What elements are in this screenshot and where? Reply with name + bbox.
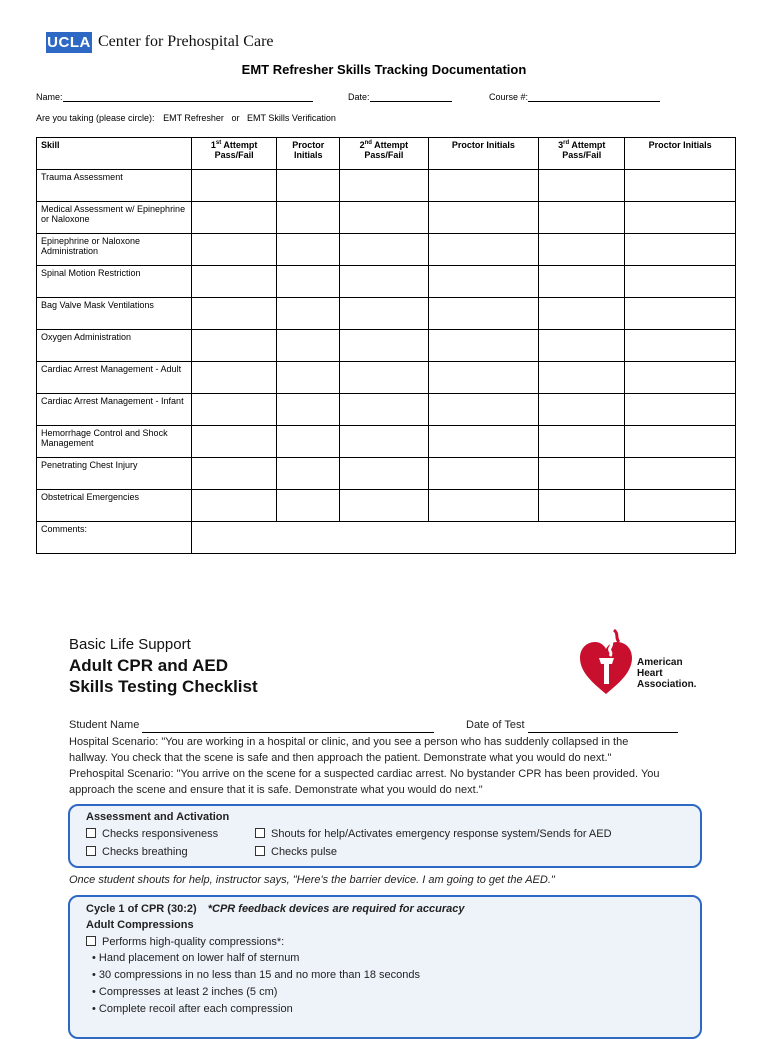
student-name-field[interactable] <box>69 717 434 733</box>
comments-row <box>37 522 736 554</box>
list-item: • Complete recoil after each compression <box>92 1003 293 1015</box>
ucla-logo: UCLA <box>47 34 91 51</box>
attempt-cell[interactable] <box>539 234 625 266</box>
list-item: • Hand placement on lower half of sternum <box>92 952 300 964</box>
skill-name: Oxygen Administration <box>37 330 192 362</box>
attempt-cell[interactable] <box>192 490 277 522</box>
date-of-test-field[interactable] <box>466 717 678 733</box>
date-of-test-label: Date of Test <box>466 719 525 731</box>
check-breathing-label: Checks breathing <box>102 846 188 858</box>
student-name-label: Student Name <box>69 719 140 731</box>
skill-name: Cardiac Arrest Management - Infant <box>37 394 192 426</box>
check-responsiveness-label: Checks responsiveness <box>102 828 219 840</box>
proctor-initials-cell[interactable] <box>428 458 539 490</box>
proctor-initials-cell[interactable] <box>277 394 340 426</box>
proctor-initials-cell[interactable] <box>625 170 736 202</box>
header-proctor-initials-3: Proctor Initials <box>625 138 736 170</box>
aha-logo-line1: American <box>637 657 683 668</box>
table-row <box>37 170 736 202</box>
header-proctor-initials-2: Proctor Initials <box>428 138 539 170</box>
attempt-cell[interactable] <box>192 362 277 394</box>
date-label: Date: <box>348 92 370 102</box>
check-pulse[interactable] <box>255 846 337 858</box>
option-emt-skills-verification[interactable]: EMT Skills Verification <box>246 113 336 123</box>
table-row <box>37 394 736 426</box>
attempt-cell[interactable] <box>192 330 277 362</box>
skill-name: Cardiac Arrest Management - Adult <box>37 362 192 394</box>
check-shouts-for-help[interactable] <box>255 828 612 840</box>
aha-logo-line2: Heart <box>637 668 663 679</box>
instructor-note: Once student shouts for help, instructor says, "Here's the barrier device. I am going to get the AED." <box>69 874 555 886</box>
date-line <box>370 92 452 102</box>
header-skill: Skill <box>37 138 192 170</box>
check-shouts-for-help-label: Shouts for help/Activates emergency response system/Sends for AED <box>271 828 612 840</box>
skill-name: Medical Assessment w/ Epinephrine or Naloxone <box>37 202 192 234</box>
name-field[interactable] <box>36 92 313 102</box>
attempt-cell[interactable] <box>340 202 428 234</box>
scenario-text <box>69 734 729 798</box>
cycle-heading-row <box>86 903 465 915</box>
proctor-initials-cell[interactable] <box>625 490 736 522</box>
table-row <box>37 458 736 490</box>
assessment-box <box>68 804 702 868</box>
checkbox-icon[interactable] <box>86 828 96 838</box>
check-pulse-label: Checks pulse <box>271 846 338 858</box>
attempt-cell[interactable] <box>192 458 277 490</box>
skill-name: Penetrating Chest Injury <box>37 458 192 490</box>
student-name-line <box>142 721 434 733</box>
date-of-test-line <box>528 721 678 733</box>
proctor-initials-cell[interactable] <box>625 298 736 330</box>
list-item: • Compresses at least 2 inches (5 cm) <box>92 986 278 998</box>
proctor-initials-cell[interactable] <box>625 202 736 234</box>
skill-name: Hemorrhage Control and Shock Management <box>37 426 192 458</box>
proctor-initials-cell[interactable] <box>625 266 736 298</box>
name-label: Name: <box>36 92 63 102</box>
bullet-text: Complete recoil after each compression <box>98 1003 293 1015</box>
proctor-initials-cell[interactable] <box>428 490 539 522</box>
compressions-subheading: Adult Compressions <box>86 919 194 931</box>
attempt-cell[interactable] <box>539 362 625 394</box>
proctor-initials-cell[interactable] <box>277 298 340 330</box>
proctor-initials-cell[interactable] <box>625 234 736 266</box>
proctor-initials-cell[interactable] <box>428 170 539 202</box>
bls-subtitle: Basic Life Support <box>69 636 191 653</box>
table-row <box>37 266 736 298</box>
attempt-cell[interactable] <box>340 458 428 490</box>
proctor-initials-cell[interactable] <box>625 426 736 458</box>
cycle-box <box>68 895 702 1039</box>
course-type-prompt <box>36 113 336 123</box>
proctor-initials-cell[interactable] <box>428 362 539 394</box>
proctor-initials-cell[interactable] <box>277 330 340 362</box>
checklist-title <box>69 655 258 697</box>
skills-table <box>36 137 736 554</box>
proctor-initials-cell[interactable] <box>625 458 736 490</box>
proctor-initials-cell[interactable] <box>428 330 539 362</box>
table-header-row <box>37 138 736 170</box>
attempt-cell[interactable] <box>340 330 428 362</box>
proctor-initials-cell[interactable] <box>277 490 340 522</box>
proctor-initials-cell[interactable] <box>428 234 539 266</box>
comments-field[interactable] <box>192 522 736 554</box>
attempt-cell[interactable] <box>340 490 428 522</box>
attempt-cell[interactable] <box>340 362 428 394</box>
check-responsiveness[interactable] <box>86 828 218 840</box>
proctor-initials-cell[interactable] <box>277 458 340 490</box>
cycle-heading: Cycle 1 of CPR (30:2) <box>86 903 197 915</box>
proctor-initials-cell[interactable] <box>277 266 340 298</box>
table-row <box>37 202 736 234</box>
skill-name: Obstetrical Emergencies <box>37 490 192 522</box>
proctor-initials-cell[interactable] <box>428 266 539 298</box>
skill-name: Bag Valve Mask Ventilations <box>37 298 192 330</box>
proctor-initials-cell[interactable] <box>428 426 539 458</box>
option-emt-refresher[interactable]: EMT Refresher <box>163 113 224 123</box>
table-row <box>37 362 736 394</box>
header-2nd-attempt: 2nd Attempt Pass/Fail <box>340 138 428 170</box>
date-field[interactable] <box>348 92 452 102</box>
checkbox-icon[interactable] <box>255 846 265 856</box>
attempt-cell[interactable] <box>340 170 428 202</box>
course-line <box>528 92 660 102</box>
table-row <box>37 426 736 458</box>
bullet-text: 30 compressions in no less than 15 and no more than 18 seconds <box>98 969 420 981</box>
bullet-text: Hand placement on lower half of sternum <box>98 952 300 964</box>
hospital-scenario-line1: Hospital Scenario: "You are working in a hospital or clinic, and you see a person who has suddenly collapsed in the <box>69 736 629 748</box>
proctor-initials-cell[interactable] <box>277 362 340 394</box>
attempt-cell[interactable] <box>539 202 625 234</box>
high-quality-compressions-label: Performs high-quality compressions*: <box>102 936 285 948</box>
attempt-cell[interactable] <box>539 170 625 202</box>
prehospital-scenario-line1: Prehospital Scenario: "You arrive on the scene for a suspected cardiac arrest. No bystander CPR has been provided. You <box>69 768 660 780</box>
skill-name: Spinal Motion Restriction <box>37 266 192 298</box>
skill-name: Epinephrine or Naloxone Administration <box>37 234 192 266</box>
document-title: EMT Refresher Skills Tracking Documentation <box>241 62 527 77</box>
assessment-heading: Assessment and Activation <box>86 811 230 823</box>
check-high-quality-compressions[interactable] <box>86 936 284 948</box>
table-row <box>37 490 736 522</box>
proctor-initials-cell[interactable] <box>428 202 539 234</box>
attempt-cell[interactable] <box>539 266 625 298</box>
aha-heart-torch-icon <box>577 628 635 696</box>
attempt-cell[interactable] <box>539 490 625 522</box>
bullet-text: Compresses at least 2 inches (5 cm) <box>98 986 278 998</box>
table-row <box>37 330 736 362</box>
attempt-cell[interactable] <box>192 426 277 458</box>
table-row <box>37 234 736 266</box>
name-line <box>63 92 313 102</box>
circle-prompt: Are you taking (please circle): <box>36 113 155 123</box>
header-3rd-attempt: 3rd Attempt Pass/Fail <box>539 138 625 170</box>
header-1st-attempt: 1st Attempt Pass/Fail <box>192 138 277 170</box>
skill-name: Trauma Assessment <box>37 170 192 202</box>
checkbox-icon[interactable] <box>255 828 265 838</box>
attempt-cell[interactable] <box>340 234 428 266</box>
attempt-cell[interactable] <box>340 266 428 298</box>
attempt-cell[interactable] <box>340 394 428 426</box>
aha-logo-text <box>637 657 696 690</box>
attempt-cell[interactable] <box>192 394 277 426</box>
attempt-cell[interactable] <box>340 298 428 330</box>
attempt-cell[interactable] <box>192 266 277 298</box>
cycle-note: *CPR feedback devices are required for accuracy <box>207 903 465 915</box>
comments-label: Comments: <box>37 522 192 554</box>
proctor-initials-cell[interactable] <box>625 330 736 362</box>
proctor-initials-cell[interactable] <box>277 426 340 458</box>
checkbox-icon[interactable] <box>86 846 96 856</box>
attempt-cell[interactable] <box>192 202 277 234</box>
checkbox-icon[interactable] <box>86 936 96 946</box>
attempt-cell[interactable] <box>192 298 277 330</box>
prehospital-scenario-line2: approach the scene and ensure that it is safe. Demonstrate what you would do next." <box>69 784 483 796</box>
proctor-initials-cell[interactable] <box>277 202 340 234</box>
org-name: Center for Prehospital Care <box>98 33 274 50</box>
attempt-cell[interactable] <box>340 426 428 458</box>
proctor-initials-cell[interactable] <box>277 170 340 202</box>
header-proctor-initials-1: Proctor Initials <box>277 138 340 170</box>
proctor-initials-cell[interactable] <box>625 394 736 426</box>
proctor-initials-cell[interactable] <box>625 362 736 394</box>
hospital-scenario-line2: hallway. You check that the scene is safe and then approach the patient. Demonstrate what you would do next." <box>69 752 612 764</box>
course-field[interactable] <box>489 92 660 102</box>
aha-logo-line3: Association. <box>637 679 697 690</box>
table-row <box>37 298 736 330</box>
attempt-cell[interactable] <box>539 458 625 490</box>
attempt-cell[interactable] <box>539 330 625 362</box>
attempt-cell[interactable] <box>539 394 625 426</box>
attempt-cell[interactable] <box>192 170 277 202</box>
list-item: • 30 compressions in no less than 15 and no more than 18 seconds <box>92 969 420 981</box>
check-breathing[interactable] <box>86 846 188 858</box>
attempt-cell[interactable] <box>192 234 277 266</box>
or-text: or <box>231 113 240 123</box>
proctor-initials-cell[interactable] <box>428 394 539 426</box>
checklist-title-line1: Adult CPR and AED <box>69 656 228 675</box>
course-label: Course #: <box>489 92 529 102</box>
checklist-title-line2: Skills Testing Checklist <box>69 677 258 696</box>
attempt-cell[interactable] <box>539 426 625 458</box>
attempt-cell[interactable] <box>539 298 625 330</box>
proctor-initials-cell[interactable] <box>277 234 340 266</box>
proctor-initials-cell[interactable] <box>428 298 539 330</box>
